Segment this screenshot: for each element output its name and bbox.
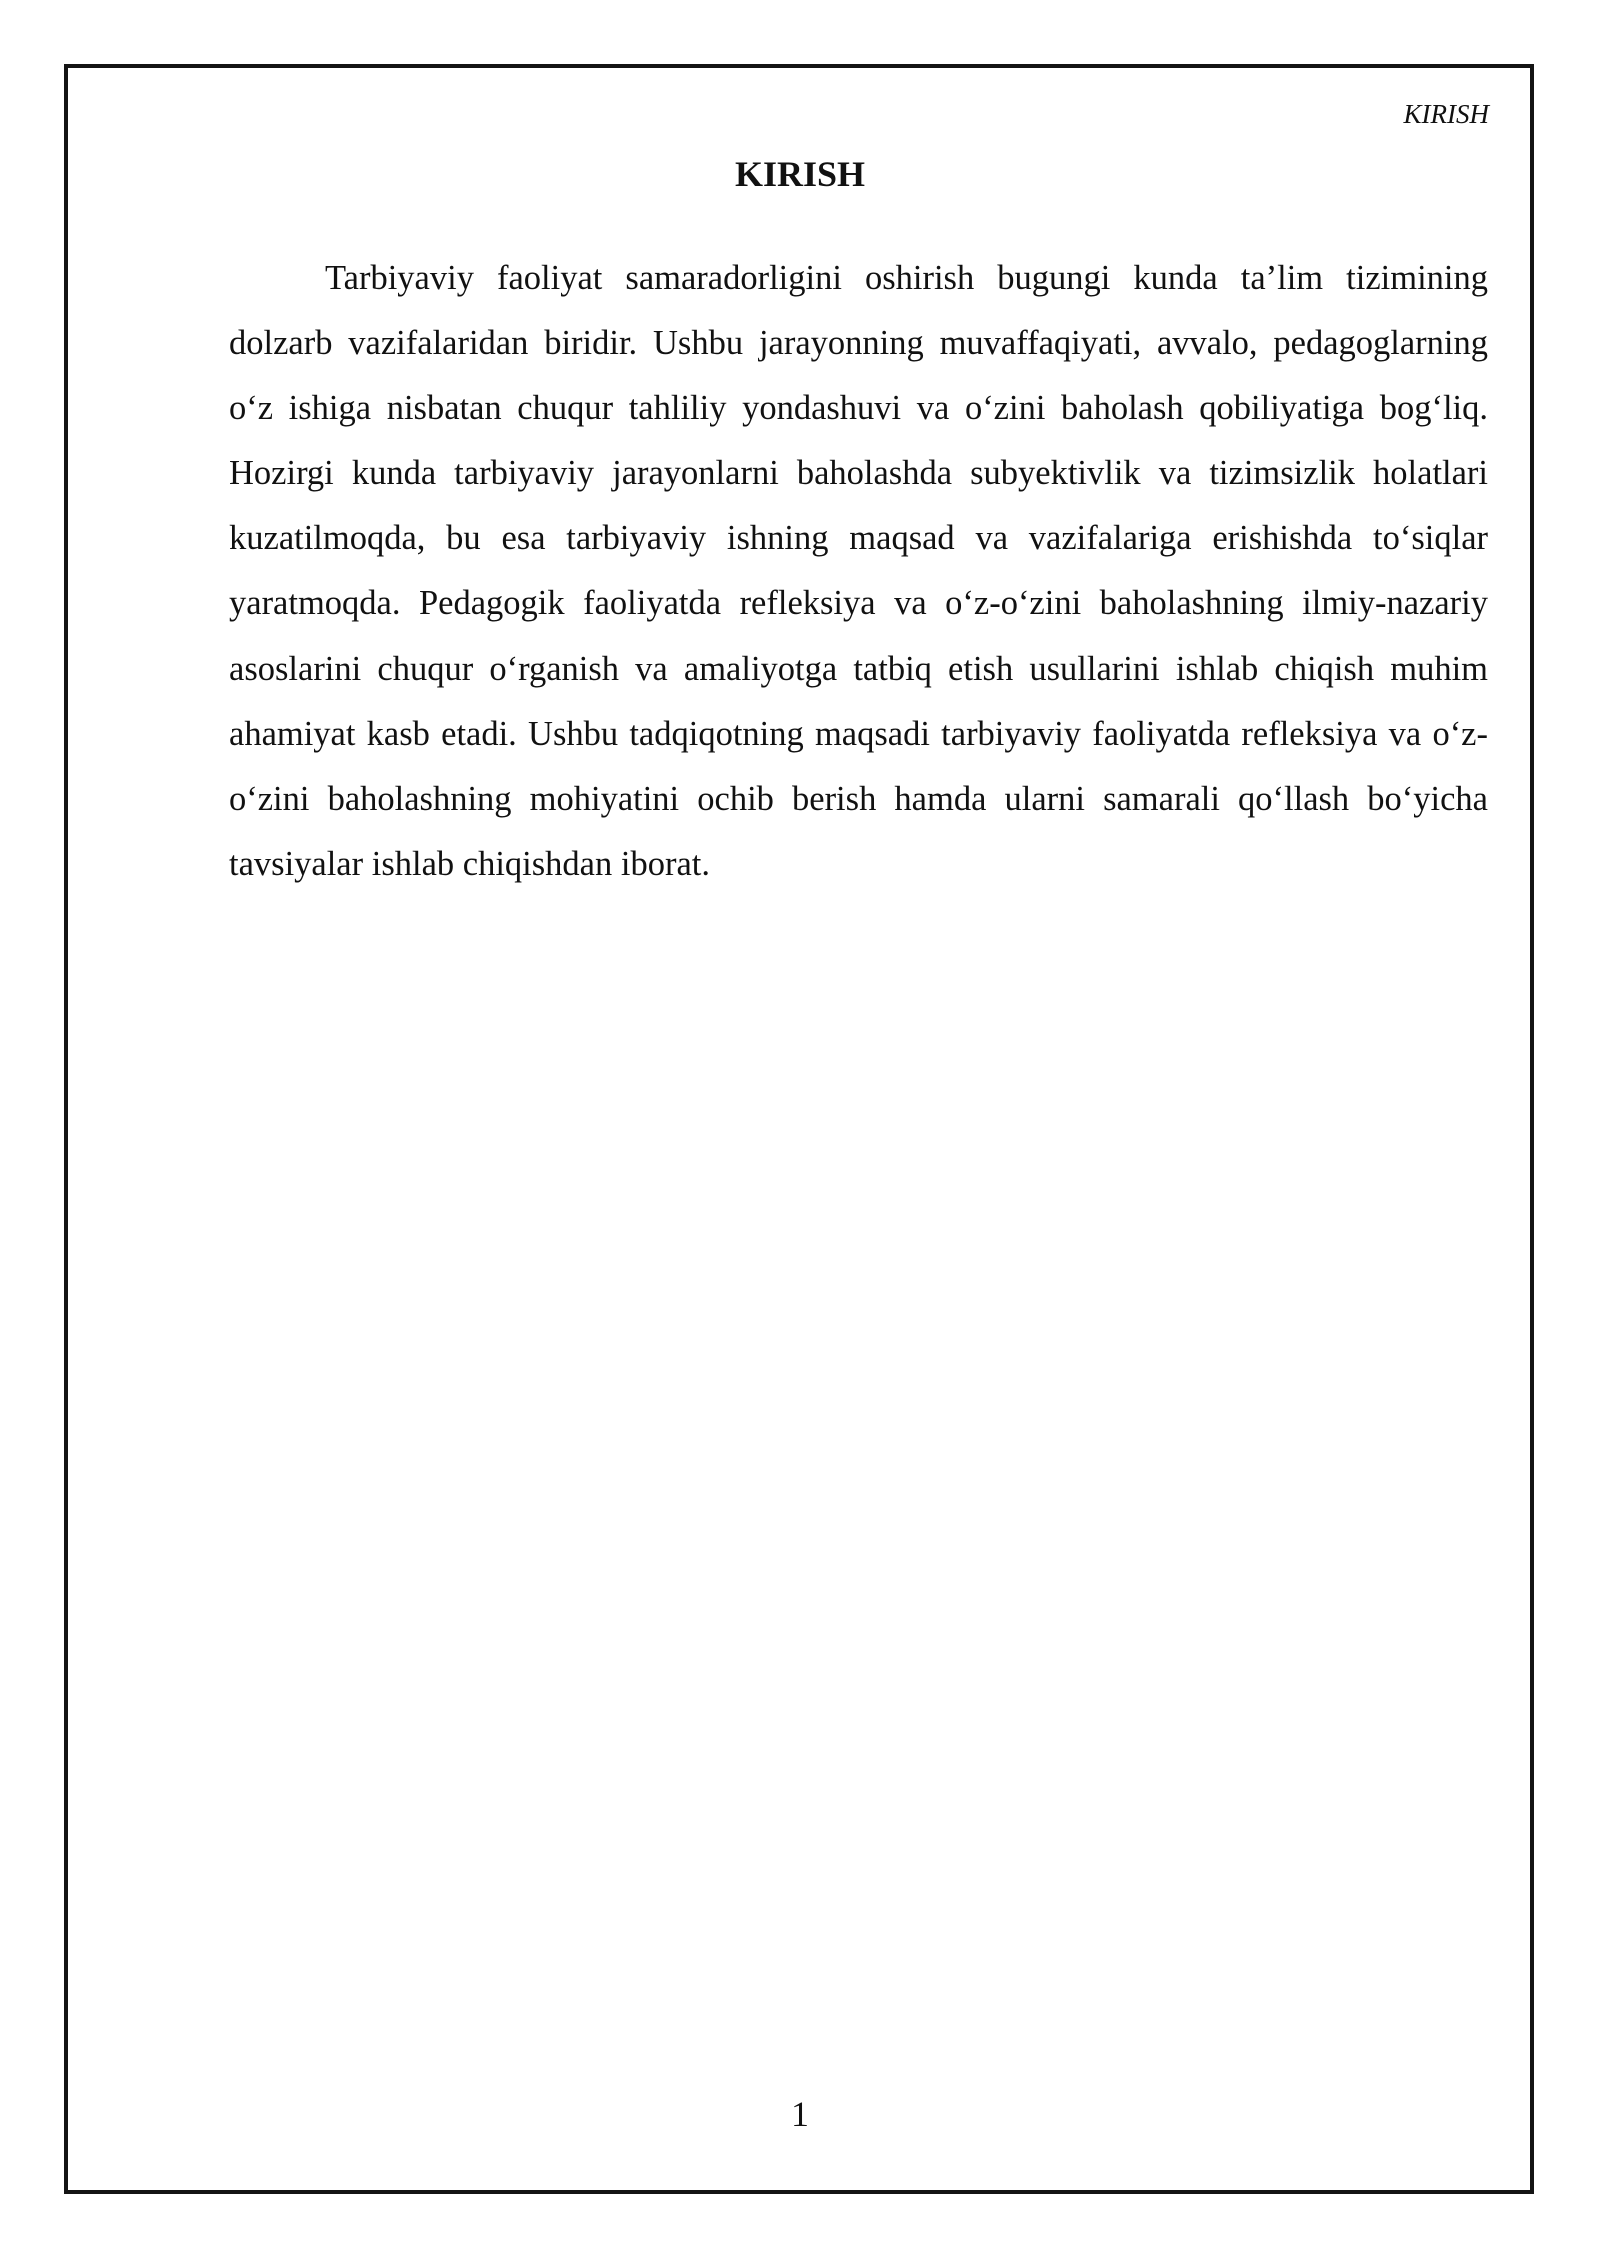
section-title: KIRISH xyxy=(734,154,866,194)
running-header: KIRISH xyxy=(1403,99,1489,129)
body-paragraph: Tarbiyaviy faoliyat samaradorligini oshirish bugungi kunda ta’lim tizimining dolzarb vazifalaridan biridir. Ushbu jarayonning muvaffaqiyati, avvalo, pedagoglarning o‘z ishiga nisbatan chuqur tahliliy yondashuvi va o‘zini baholash qobiliyatiga bog‘liq. Hozirgi kunda tarbiyaviy jarayonlarni baholashda subyektivlik va tizimsizlik holatlari kuzatilmoqda, bu esa tarbiyaviy ishning maqsad va vazifalariga erishishda to‘siqlar yaratmoqda. Pedagogik faoliyatda refleksiya va o‘z-o‘zini baholashning ilmiy-nazariy asoslarini chuqur o‘rganish va amaliyotga tatbiq etish usullarini ishlab chiqish muhim ahamiyat kasb etadi. Ushbu tadqiqotning maqsadi tarbiyaviy faoliyatda refleksiya va o‘z-o‘zini baholashning mohiyatini ochib berish hamda ularni samarali qo‘llash bo‘yicha tavsiyalar ishlab chiqishdan iborat. xyxy=(229,259,1488,883)
page-number: 1 xyxy=(791,2094,809,2134)
